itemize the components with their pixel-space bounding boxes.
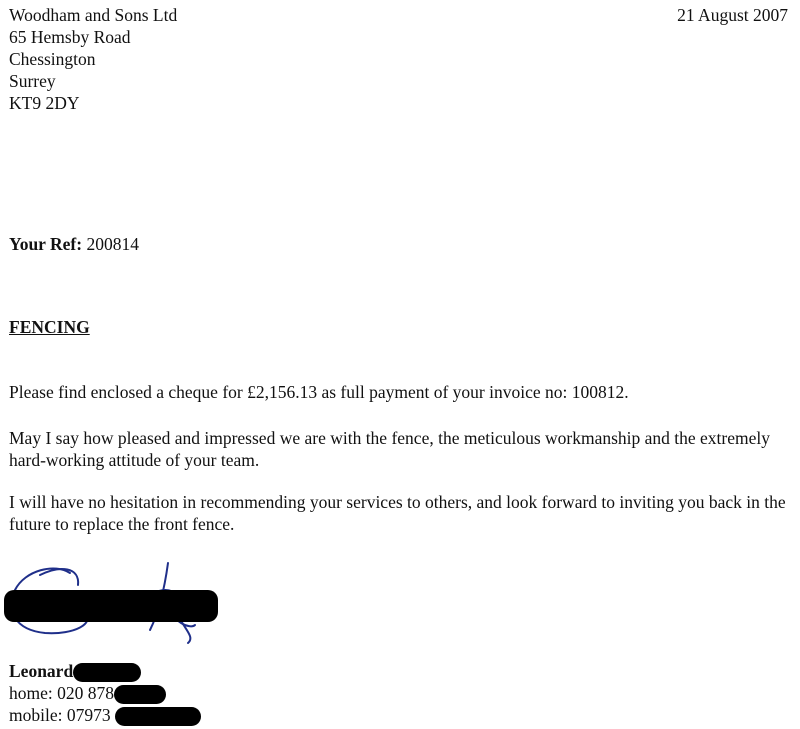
redaction-bar bbox=[115, 707, 201, 726]
signoff-name-line bbox=[9, 660, 201, 682]
home-phone-line bbox=[9, 682, 201, 704]
sender-company: Woodham and Sons Ltd bbox=[9, 5, 178, 25]
address-line: 65 Hemsby Road bbox=[9, 27, 131, 47]
address-line: Chessington bbox=[9, 49, 96, 69]
letter-subject: FENCING bbox=[9, 317, 90, 337]
contact-details bbox=[9, 660, 201, 726]
letter-date: 21 August 2007 bbox=[677, 5, 788, 25]
redaction-bar bbox=[4, 590, 218, 622]
paragraph-payment: Please find enclosed a cheque for £2,156.13 as full payment of your invoice no: 100812. bbox=[9, 382, 629, 402]
home-phone: home: 020 878 bbox=[9, 683, 114, 703]
reference-line bbox=[9, 233, 139, 255]
paragraph-praise: May I say how pleased and impressed we are with the fence, the meticulous workmanship and the extremely hard-working attitude of your team. bbox=[9, 428, 771, 470]
mobile-phone-line bbox=[9, 704, 201, 726]
signoff-name: Leonard bbox=[9, 661, 74, 681]
mobile-phone: mobile: 07973 bbox=[9, 705, 111, 725]
reference-label: Your Ref: bbox=[9, 234, 83, 254]
sender-address bbox=[9, 4, 177, 114]
redaction-bar bbox=[73, 663, 141, 682]
address-line: KT9 2DY bbox=[9, 93, 80, 113]
redaction-bar bbox=[114, 685, 166, 704]
reference-value: 200814 bbox=[86, 234, 139, 254]
paragraph-recommendation: I will have no hesitation in recommending your services to others, and look forward to inviting you back in the future to replace the front fence. bbox=[9, 492, 786, 534]
address-line: Surrey bbox=[9, 71, 56, 91]
